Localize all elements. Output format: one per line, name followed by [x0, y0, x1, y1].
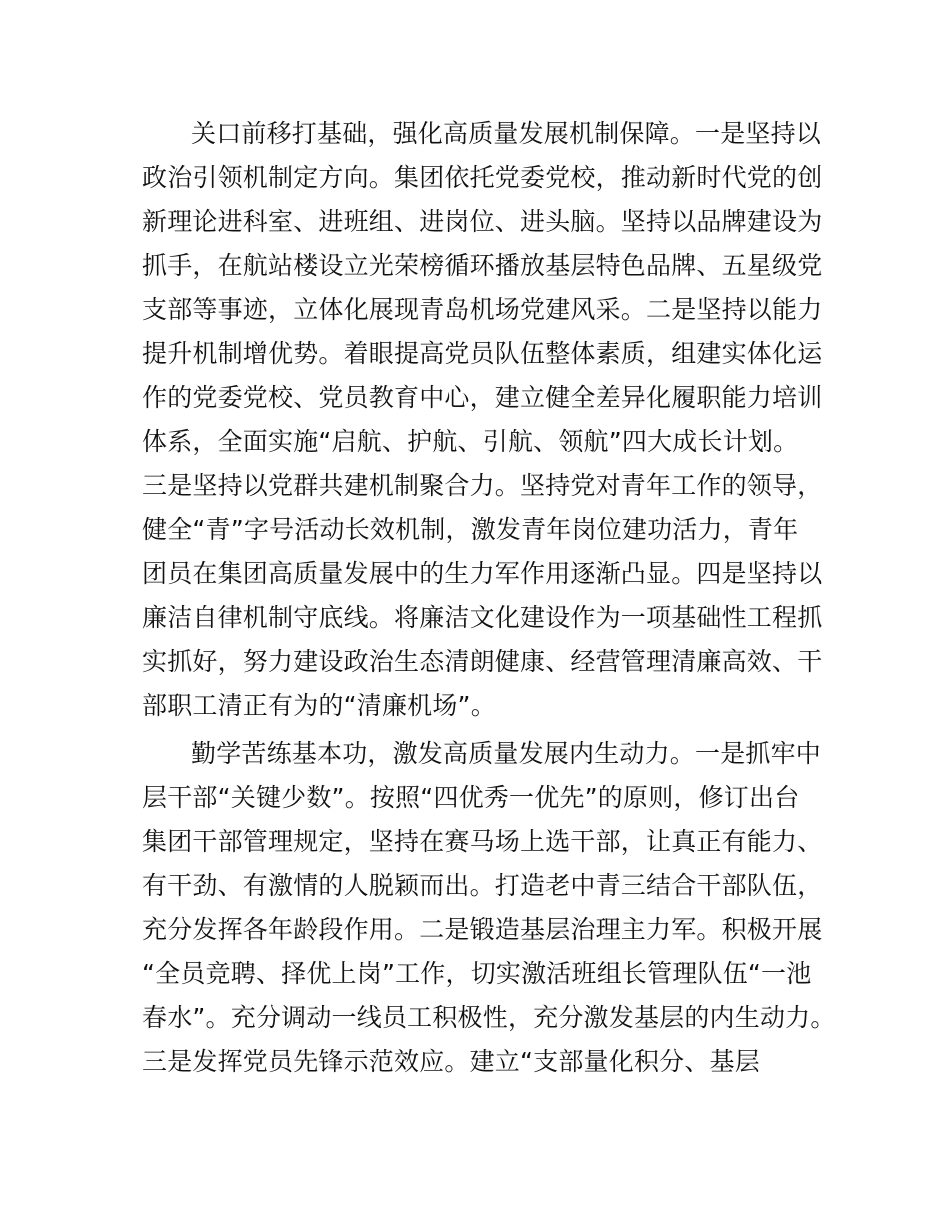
paragraph-line: “全员竞聘、择优上岗”工作，切实激活班组长管理队伍“一池 — [142, 959, 812, 988]
paragraph-line: 支部等事迹，立体化展现青岛机场党建风采。二是坚持以能力 — [142, 295, 823, 324]
paragraph-line: 关口前移打基础，强化高质量发展机制保障。一是坚持以 — [191, 119, 822, 148]
paragraph-line: 提升机制增优势。着眼提高党员队伍整体素质，组建实体化运 — [142, 339, 823, 368]
paragraph-line: 团员在集团高质量发展中的生力军作用逐渐凸显。四是坚持以 — [142, 559, 823, 588]
paragraph-line: 勤学苦练基本功，激发高质量发展内生动力。一是抓牢中 — [191, 739, 822, 768]
paragraph-line: 有干劲、有激情的人脱颖而出。打造老中青三结合干部队伍， — [142, 871, 823, 900]
paragraph-line: 层干部“关键少数”。按照“四优秀一优先”的原则，修订出台 — [142, 783, 800, 812]
paragraph-line: 健全“青”字号活动长效机制，激发青年岗位建功活力，青年 — [142, 515, 799, 544]
paragraph-line: 抓手，在航站楼设立光荣榜循环播放基层特色品牌、五星级党 — [142, 251, 823, 280]
paragraph-line: 充分发挥各年龄段作用。二是锻造基层治理主力军。积极开展 — [142, 915, 823, 944]
paragraph-line: 实抓好，努力建设政治生态清朗健康、经营管理清廉高效、干 — [142, 647, 823, 676]
paragraph-line: 体系，全面实施“启航、护航、引航、领航”四大成长计划。 — [142, 427, 799, 456]
paragraph-line: 三是发挥党员先锋示范效应。建立“支部量化积分、基层 — [142, 1047, 760, 1076]
paragraph-line: 新理论进科室、进班组、进岗位、进头脑。坚持以品牌建设为 — [142, 207, 823, 236]
paragraph-line: 春水”。充分调动一线员工积极性，充分激发基层的内生动力。 — [142, 1003, 836, 1032]
paragraph-line: 政治引领机制定方向。集团依托党委党校，推动新时代党的创 — [142, 163, 823, 192]
paragraph-line: 部职工清正有为的“清廉机场”。 — [142, 691, 496, 720]
paragraph-line: 作的党委党校、党员教育中心，建立健全差异化履职能力培训 — [142, 383, 823, 412]
paragraph-line: 廉洁自律机制守底线。将廉洁文化建设作为一项基础性工程抓 — [142, 603, 823, 632]
paragraph-line: 三是坚持以党群共建机制聚合力。坚持党对青年工作的领导， — [142, 471, 823, 500]
paragraph-line: 集团干部管理规定，坚持在赛马场上选干部，让真正有能力、 — [142, 827, 823, 856]
